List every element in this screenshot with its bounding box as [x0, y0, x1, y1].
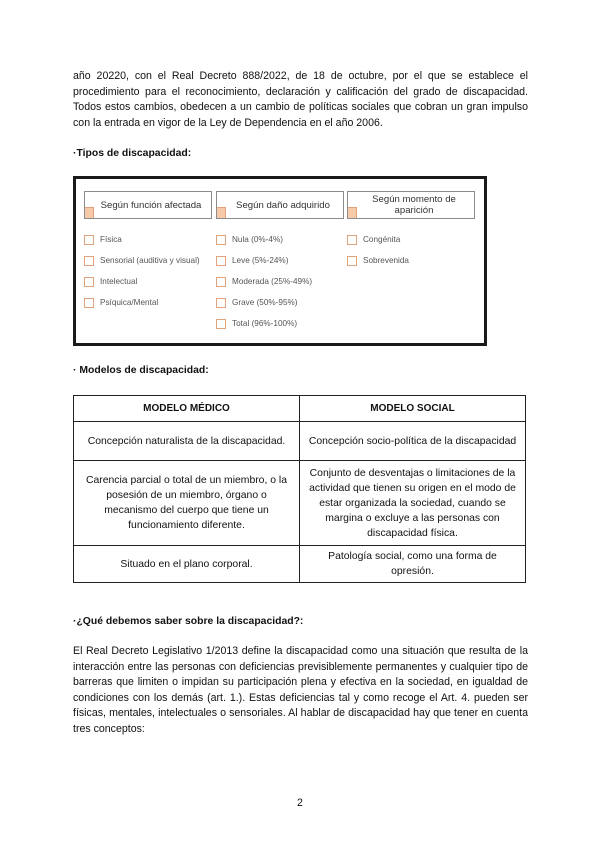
- list-item: Moderada (25%-49%): [216, 271, 344, 292]
- list-item: Sobrevenida: [347, 250, 475, 271]
- checkbox-icon: [216, 298, 226, 308]
- category-dano: [216, 191, 344, 334]
- table-header-row: [74, 396, 526, 422]
- list-item: Nula (0%-4%): [216, 229, 344, 250]
- checkbox-icon: [216, 319, 226, 329]
- checkbox-icon: [216, 277, 226, 287]
- checkbox-icon: [84, 277, 94, 287]
- page-number: 2: [297, 797, 303, 809]
- saber-paragraph: El Real Decreto Legislativo 1/2013 define la discapacidad como una situación que resulta de la interacción entre las personas con deficiencias previsiblemente permanentes y cualquier tipo de barreras que limiten o impidan su participación plena y efectiva en la sociedad, en igualdad de condiciones con los demás (art. 1.). Estas deficiencias tal y como recoge el Art. 4. pueden ser físicas, mentales, intelectuales o sensoriales. Al hablar de discapacidad hay que tener en cuenta tres conceptos:: [73, 645, 528, 735]
- list-item: Congénita: [347, 229, 475, 250]
- table-row: [74, 422, 526, 461]
- checkbox-icon: [216, 256, 226, 266]
- header-social: MODELO SOCIAL: [300, 396, 526, 422]
- table-cell: Situado en el plano corporal.: [74, 546, 300, 583]
- table-cell: Patología social, como una forma de opresión.: [300, 546, 526, 583]
- table-row: [74, 461, 526, 546]
- list-item: Física: [84, 229, 212, 250]
- table-cell: Concepción naturalista de la discapacidad.: [74, 422, 300, 461]
- category-momento: [347, 191, 475, 271]
- list-item: Sensorial (auditiva y visual): [84, 250, 212, 271]
- intro-paragraph: año 20220, con el Real Decreto 888/2022, de 18 de octubre, por el que se establece el procedimiento para el reconocimiento, declaración y calificación del grado de discapacidad. Todos estos cambios, obedecen a un cambio de políticas sociales que cobran un gran impulso con la entrada en vigor de la Ley de Dependencia en el año 2006.: [73, 70, 528, 129]
- category-box: Según función afectada: [84, 191, 212, 219]
- checkbox-icon: [84, 298, 94, 308]
- list-item: Leve (5%-24%): [216, 250, 344, 271]
- list-item: Grave (50%-95%): [216, 292, 344, 313]
- table-cell: Carencia parcial o total de un miembro, o la posesión de un miembro, órgano o mecanismo del cuerpo que tiene un funcionamiento diferente.: [74, 461, 300, 546]
- header-medico: MODELO MÉDICO: [74, 396, 300, 422]
- checkbox-icon: [216, 235, 226, 245]
- list-item: Intelectual: [84, 271, 212, 292]
- checkbox-icon: [84, 235, 94, 245]
- list-item: Psíquica/Mental: [84, 292, 212, 313]
- table-cell: Conjunto de desventajas o limitaciones de la actividad que tienen su origen en el modo de estar organizada la sociedad, cuando se margina o excluye a las personas con discapacidad física.: [300, 461, 526, 546]
- saber-heading: ·¿Qué debemos saber sobre la discapacidad?:: [73, 616, 304, 627]
- tipos-diagram: [73, 176, 487, 346]
- checkbox-icon: [347, 235, 357, 245]
- modelos-heading: · Modelos de discapacidad:: [73, 365, 209, 376]
- category-box: Según momento de aparición: [347, 191, 475, 219]
- table-row: [74, 546, 526, 583]
- list-item: Total (96%-100%): [216, 313, 344, 334]
- modelos-table: [73, 395, 526, 583]
- table-cell: Concepción socio-política de la discapacidad: [300, 422, 526, 461]
- checkbox-icon: [84, 256, 94, 266]
- checkbox-icon: [347, 256, 357, 266]
- category-funcion: [84, 191, 212, 313]
- tipos-heading: ·Tipos de discapacidad:: [73, 148, 192, 159]
- category-box: Según daño adquirido: [216, 191, 344, 219]
